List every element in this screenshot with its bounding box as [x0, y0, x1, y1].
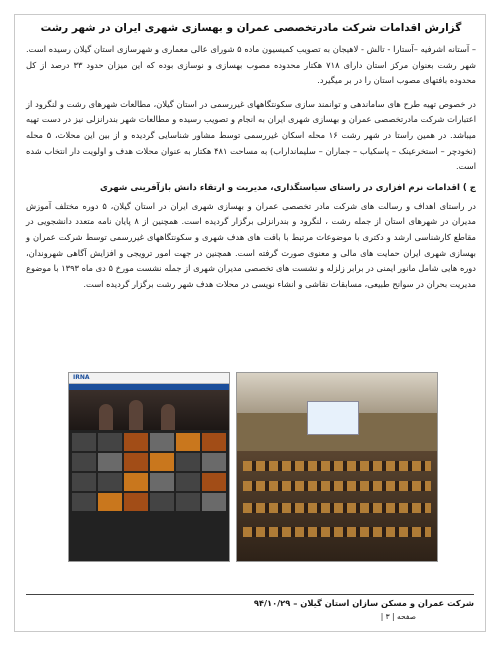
- person-figure: [161, 404, 175, 430]
- thumbnail: [150, 473, 174, 491]
- thumbnail: [124, 453, 148, 471]
- seat-row: [243, 481, 431, 491]
- thumbnail: [124, 493, 148, 511]
- document-body: [26, 22, 476, 300]
- footer-divider: [26, 594, 474, 595]
- thumbnail: [202, 473, 226, 491]
- thumbnail: [176, 473, 200, 491]
- thumbnail: [98, 473, 122, 491]
- thumbnail: [176, 453, 200, 471]
- thumbnail: [150, 453, 174, 471]
- website-header: [69, 373, 229, 384]
- thumbnail: [176, 493, 200, 511]
- website-hero-image: [69, 390, 229, 430]
- thumbnail: [150, 433, 174, 451]
- thumbnail: [98, 433, 122, 451]
- seat-row: [243, 503, 431, 513]
- thumbnail: [72, 453, 96, 471]
- thumbnail: [72, 473, 96, 491]
- projection-screen: [307, 401, 359, 435]
- section-heading: ج ) اقدامات نرم افزاری در راستای سیاستگذاری، مدیریت و ارتقاء دانش بازآفرینی شهری: [100, 182, 476, 193]
- thumbnail: [72, 493, 96, 511]
- thumbnail: [176, 433, 200, 451]
- thumbnail-grid: [69, 430, 229, 514]
- thumbnail: [72, 433, 96, 451]
- thumbnail: [202, 433, 226, 451]
- paragraph-2: در خصوص تهیه طرح های ساماندهی و توانمند سازی سکونتگاههای غیررسمی در استان گیلان، مطالعات شهرهای رشت و لنگرود از اعتبارات شرکت مادرتخصصی عمران و بهسازی شهری ایران به انجام و تصویب رسیده و مطالعات شهر بندرانزلی نیز در دست تهیه میباشد. در همین راستا در شهر رشت ۱۶ محله اسکان غیررسمی توسط مشاور شناسایی گردیده و از بین این محلات، ۵ محله (نخودچر – استخرعینک – پاسکیاب – جماران – سلیمانداراب) به مساحت ۴۸۱ هکتار به عنوان محلات هدف و اولویت دار انتخاب شده است.: [26, 98, 477, 172]
- thumbnail: [124, 473, 148, 491]
- document-title: گزارش اقدامات شرکت مادرتخصصی عمران و بهسازی شهری ایران در شهر رشت: [40, 22, 462, 34]
- irna-logo: IRNA: [73, 374, 90, 381]
- thumbnail: [98, 453, 122, 471]
- section-paragraph: در راستای اهداف و رسالت های شرکت مادر تخصصی عمران و بهسازی شهری ایران در استان گیلان، ۵ دوره مختلف آموزش مدیران در شهرهای استان از جمله رشت ، لنگرود و بندرانزلی برگزار گردیده است. همچنین از ۸ پایان نامه متعدد دانشجویی در مقاطع کارشناسی ارشد و دکتری با موضوعات مرتبط با بافت های هدف شهری و سکونتگاههای غیررسمی توسط شرکت عمران و بهسازی شهری ایران حمایت های مالی و معنوی صورت گرفته است. همچنین در جهت امور ترویجی و افزایش آگاهی شهروندان، دوره هایی شامل مانور ایمنی در برابر زلزله و نشست های تخصصی مدیران شهری از جمله نشست مورخ ۵ دی ماه ۱۳۹۳ با موضوع مدیریت بحران در سوانح طبیعی، مسابقات نقاشی و انشاء نویسی در محلات هدف شهر رشت برگزار گردیده است.: [26, 200, 476, 289]
- seat-row: [243, 527, 431, 537]
- footer-text: شرکت عمران و مسکن سازان استان گیلان – ۹۴/۱۰/۲۹: [253, 598, 474, 608]
- thumbnail: [202, 453, 226, 471]
- paragraph-1: – آستانه اشرفیه –آستارا - تالش - لاهیجان به تصویب کمیسیون ماده ۵ شورای عالی معماری و شهرسازی استان گیلان رسیده است. شهر رشت بعنوان مرکز استان دارای ۷۱۸ هکتار محدوده مصوب بهسازی و نوسازی بوده که این میزان حدود ۳۳ درصد از کل محدوده بافتهای مصوب استان را در بر میگیرد.: [26, 44, 476, 86]
- audience-seating: [237, 451, 437, 561]
- page-number: صفحه | ۳ |: [380, 612, 416, 621]
- thumbnail: [150, 493, 174, 511]
- thumbnail: [124, 433, 148, 451]
- seat-row: [243, 461, 431, 471]
- conference-hall-photo: [236, 372, 438, 562]
- person-figure: [99, 404, 113, 430]
- thumbnail: [98, 493, 122, 511]
- news-website-screenshot-photo: [68, 372, 230, 562]
- thumbnail: [202, 493, 226, 511]
- person-figure: [129, 400, 143, 430]
- photo-row: [68, 372, 438, 560]
